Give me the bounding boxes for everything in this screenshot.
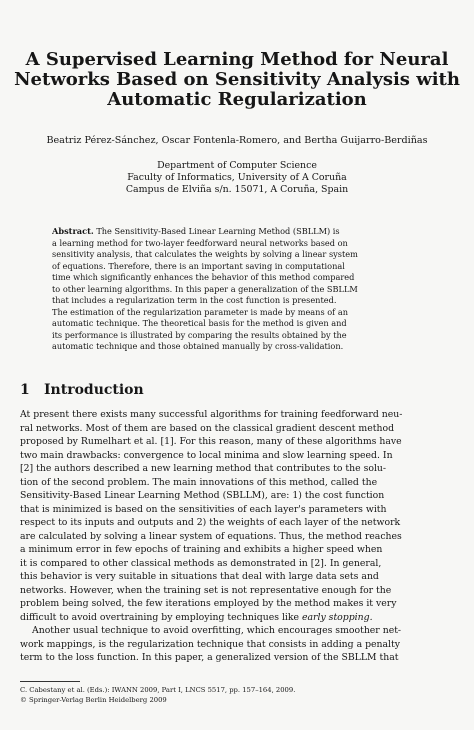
abstract-text: The Sensitivity-Based Linear Learning Method (SBLLM) is: [96, 226, 340, 236]
footer-line: C. Cabestany et al. (Eds.): IWANN 2009, Part I, LNCS 5517, pp. 157–164, 2009.: [20, 686, 296, 694]
body-line: Sensitivity-Based Linear Learning Method (SBLLM), are: 1) the cost function: [20, 490, 385, 501]
body-line: this behavior is very suitable in situations that deal with large data sets and: [20, 571, 379, 582]
affiliation-line: Department of Computer Science: [157, 160, 317, 171]
italic-term: early stopping.: [302, 611, 373, 623]
body-line: tion of the second problem. The main innovations of this method, called the: [20, 476, 378, 488]
body-line: [2] the authors described a new learning method that contributes to the solu-: [20, 463, 387, 474]
abstract-line: [52, 226, 424, 238]
abstract-line: time which significantly enhances the behavior of this method compared: [52, 272, 355, 283]
abstract-line: sensitivity analysis, that calculates the weights by solving a linear system: [52, 249, 358, 260]
body-line: [20, 611, 470, 625]
body-line: it is compared to other classical methods as demonstrated in [2]. In general,: [20, 557, 382, 569]
affiliation: [0, 160, 474, 196]
copyright-footer: [20, 686, 295, 705]
abstract-line: that includes a regularization term in the cost function is presented.: [52, 295, 337, 306]
body-line: work mappings, is the regularization technique that consists in adding a penalty: [20, 638, 401, 650]
body-line: that is minimized is based on the sensitivities of each layer's parameters with: [20, 503, 387, 515]
abstract-line: The estimation of the regularization parameter is made by means of an: [52, 306, 348, 317]
title-line: Networks Based on Sensitivity Analysis with: [14, 69, 460, 90]
body-line: networks. However, when the training set is not representative enough for the: [20, 584, 392, 596]
body-line: respect to its inputs and outputs and 2) the weights of each layer of the network: [20, 517, 401, 528]
body-line: problem being solved, the few iterations employed by the method makes it very: [20, 598, 397, 609]
title-line: Automatic Regularization: [107, 89, 367, 110]
abstract-line: of equations. Therefore, there is an important saving in computational: [52, 260, 345, 271]
abstract-line: to other learning algorithms. In this paper a generalization of the SBLLM: [52, 283, 358, 294]
body-line: two main drawbacks: convergence to local minima and slow learning speed. In: [20, 449, 393, 461]
body-line: Another usual technique to avoid overfitting, which encourages smoother net-: [32, 625, 402, 636]
body-text-span: difficult to avoid overtraining by employing techniques like: [20, 611, 300, 623]
section-number: 1: [20, 382, 30, 398]
abstract-label: Abstract.: [52, 226, 94, 236]
affiliation-line: Campus de Elviña s/n. 15071, A Coruña, Spain: [125, 184, 349, 195]
author-list: Beatriz Pérez-Sánchez, Oscar Fontenla-Romero, and Bertha Guijarro-Berdiñas: [46, 135, 428, 146]
section-heading: [20, 382, 144, 398]
body-line: a minimum error in few epochs of training and exhibits a higher speed when: [20, 544, 383, 555]
body-line: are calculated by solving a linear system of equations. Thus, the method reaches: [20, 530, 402, 542]
footer-line: © Springer-Verlag Berlin Heidelberg 2009: [20, 695, 167, 704]
body-line: proposed by Rumelhart et al. [1]. For this reason, many of these algorithms have: [20, 436, 402, 447]
affiliation-line: Faculty of Informatics, University of A Coruña: [127, 172, 347, 183]
body-line: term to the loss function. In this paper, a generalized version of the SBLLM that: [20, 652, 399, 663]
footnote-rule: [20, 681, 80, 682]
title-line: A Supervised Learning Method for Neural: [25, 49, 449, 70]
abstract-line: a learning method for two-layer feedforward neural networks based on: [52, 237, 348, 248]
body-line: At present there exists many successful algorithms for training feedforward neu-: [20, 409, 403, 420]
body-text: [20, 408, 470, 665]
abstract: [52, 226, 424, 353]
abstract-line: its performance is illustrated by comparing the results obtained by the: [52, 329, 347, 340]
paper-title: [0, 50, 474, 110]
abstract-line: automatic technique. The theoretical basis for the method is given and: [52, 318, 347, 329]
section-title: Introduction: [44, 382, 144, 398]
abstract-line: automatic technique and those obtained manually by cross-validation.: [52, 341, 344, 352]
body-line: ral networks. Most of them are based on the classical gradient descent method: [20, 422, 395, 434]
